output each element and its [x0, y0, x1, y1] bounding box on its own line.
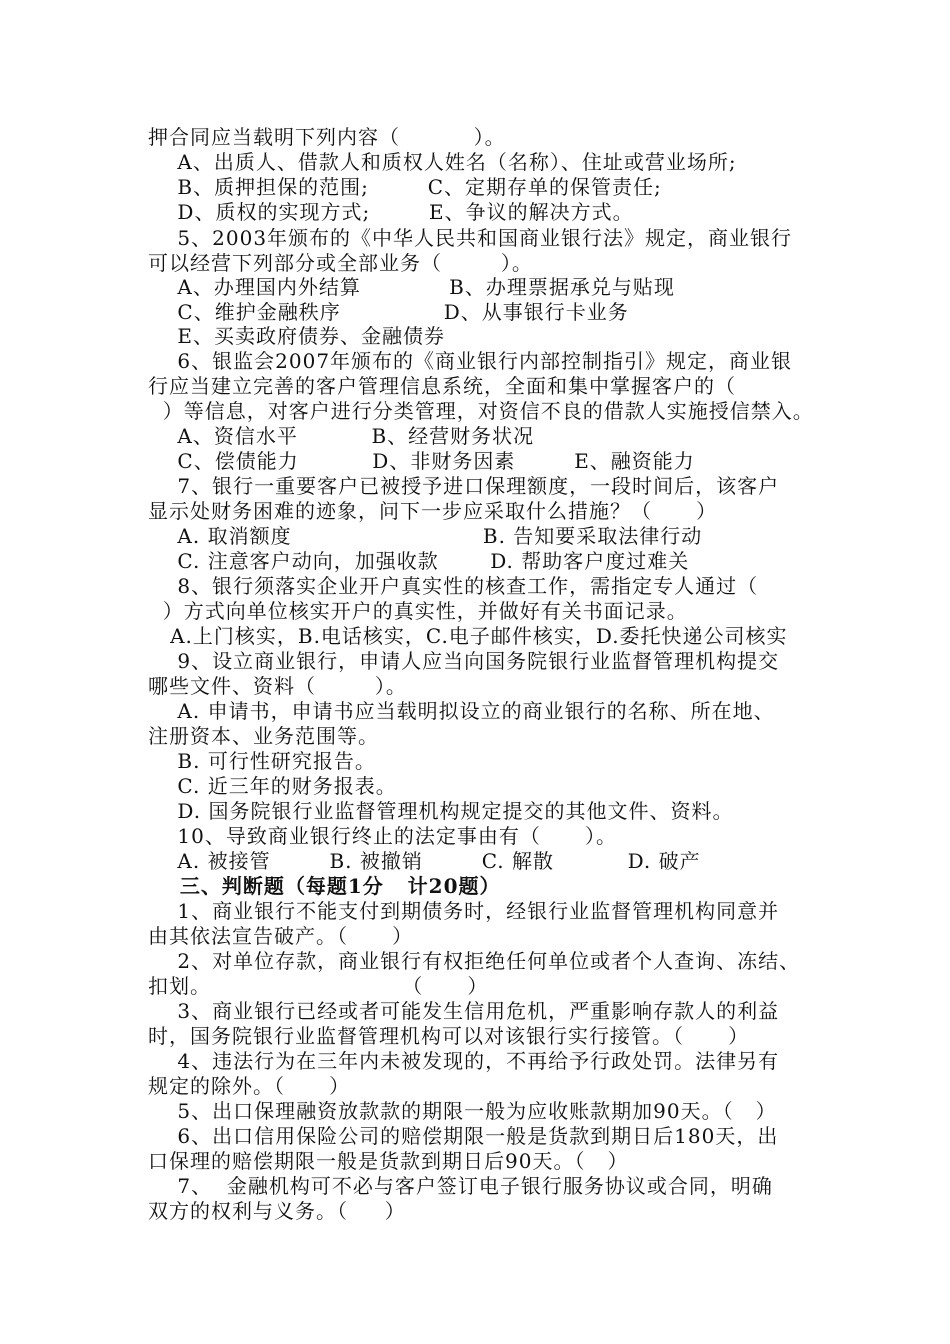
text-line: 口保理的赔偿期限一般是货款到期日后90天。（ ）: [148, 1149, 629, 1173]
text-line: C. 注意客户动向，加强收款 D. 帮助客户度过难关: [148, 549, 690, 573]
text-line: A、办理国内外结算 B、办理票据承兑与贴现: [148, 275, 675, 299]
text-line: 扣划。 （ ）: [148, 974, 489, 998]
text-line: 双方的权利与义务。（ ）: [148, 1199, 406, 1223]
text-line: 4、违法行为在三年内未被发现的，不再给予行政处罚。法律另有: [148, 1049, 780, 1073]
text-line: E、买卖政府债券、金融债券: [148, 324, 446, 348]
text-line: 5、出口保理融资放款款的期限一般为应收账款期加90天。（ ）: [148, 1099, 777, 1123]
text-line: A. 取消额度 B. 告知要采取法律行动: [148, 524, 703, 548]
text-line: 押合同应当载明下列内容（ ）。: [148, 125, 506, 149]
section-heading: 三、判断题（每题1分 计20题）: [148, 874, 501, 898]
text-line: C、维护金融秩序 D、从事银行卡业务: [148, 300, 629, 324]
text-line: 由其依法宣告破产。（ ）: [148, 924, 414, 948]
text-line: 6、银监会2007年颁布的《商业银行内部控制指引》规定，商业银: [148, 349, 793, 373]
text-line: ）等信息，对客户进行分类管理，对资信不良的借款人实施授信禁入。: [148, 399, 814, 423]
text-line: 7、银行一重要客户已被授予进口保理额度，一段时间后，该客户: [148, 474, 780, 498]
text-line: C. 近三年的财务报表。: [148, 774, 397, 798]
text-line: A.上门核实，B.电话核实，C.电子邮件核实，D.委托快递公司核实: [148, 624, 788, 648]
text-line: 显示处财务困难的迹象，问下一步应采取什么措施？（ ）: [148, 499, 718, 523]
text-line: ）方式向单位核实开户的真实性，并做好有关书面记录。: [148, 599, 688, 623]
text-line: 时，国务院银行业监督管理机构可以对该银行实行接管。（ ）: [148, 1024, 750, 1048]
text-line: 7、 金融机构可不必与客户签订电子银行服务协议或合同，明确: [148, 1174, 773, 1198]
text-line: A. 申请书，申请书应当载明拟设立的商业银行的名称、所在地、: [148, 699, 775, 723]
text-line: 2、对单位存款，商业银行有权拒绝任何单位或者个人查询、冻结、: [148, 949, 801, 973]
text-line: 9、设立商业银行，申请人应当向国务院银行业监督管理机构提交: [148, 649, 780, 673]
text-line: B. 可行性研究报告。: [148, 749, 376, 773]
text-line: A. 被接管 B. 被撤销 C. 解散 D. 破产: [148, 849, 701, 873]
text-line: C、偿债能力 D、非财务因素 E、融资能力: [148, 449, 695, 473]
text-line: B、质押担保的范围; C、定期存单的保管责任;: [148, 175, 662, 199]
text-line: 规定的除外。（ ）: [148, 1074, 351, 1098]
text-line: 6、出口信用保险公司的赔偿期限一般是货款到期日后180天，出: [148, 1124, 779, 1148]
text-line: 3、商业银行已经或者可能发生信用危机，严重影响存款人的利益: [148, 999, 780, 1023]
text-line: 行应当建立完善的客户管理信息系统，全面和集中掌握客户的（: [148, 374, 736, 398]
text-line: 哪些文件、资料（ ）。: [148, 674, 407, 698]
text-line: A、出质人、借款人和质权人姓名（名称）、住址或营业场所;: [148, 150, 737, 174]
text-line: 5、2003年颁布的《中华人民共和国商业银行法》规定，商业银行: [148, 226, 793, 250]
text-line: 注册资本、业务范围等。: [148, 724, 379, 748]
text-line: D、质权的实现方式; E、争议的解决方式。: [148, 200, 634, 224]
text-line: 8、银行须落实企业开户真实性的核查工作，需指定专人通过（: [148, 574, 759, 598]
text-line: D. 国务院银行业监督管理机构规定提交的其他文件、资料。: [148, 799, 734, 823]
text-line: 10、导致商业银行终止的法定事由有（ ）。: [148, 824, 618, 848]
text-line: A、资信水平 B、经营财务状况: [148, 424, 535, 448]
text-line: 可以经营下列部分或全部业务（ ）。: [148, 251, 533, 275]
text-line: 1、商业银行不能支付到期债务时，经银行业监督管理机构同意并: [148, 899, 780, 923]
